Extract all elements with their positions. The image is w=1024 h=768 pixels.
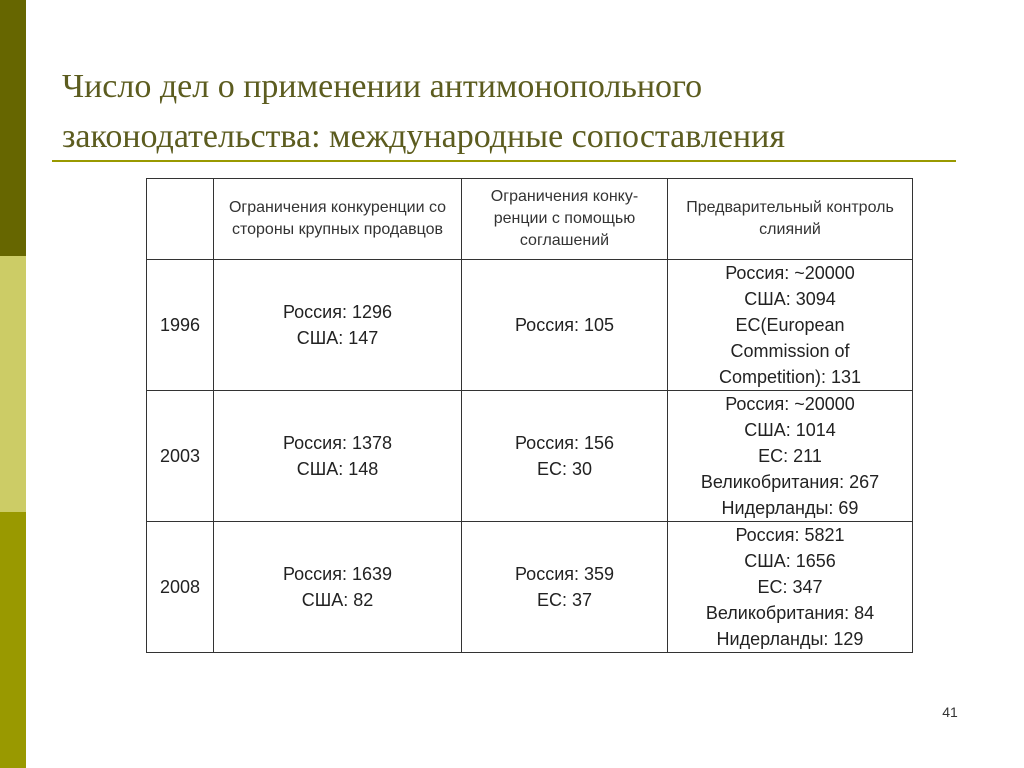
cell-line: Великобритания: 267 (700, 472, 880, 492)
mergers-cell (668, 522, 913, 653)
sellers-cell (214, 522, 462, 653)
cell-line: США: 1656 (744, 551, 836, 571)
cell-line: Нидерланды: 69 (721, 498, 859, 518)
year-cell: 2003 (147, 391, 214, 522)
agreements-cell (462, 522, 668, 653)
year-cell: 2008 (147, 522, 214, 653)
antitrust-cases-table (146, 178, 913, 653)
cell-line: ЕС: 37 (536, 590, 593, 610)
sidebar-light-segment (0, 256, 26, 512)
slide-title: Число дел о применении антимонопольного законодательства: международные сопоставления (62, 68, 785, 155)
header-cell-year (147, 179, 214, 260)
cell-line: Competition): 131 (718, 367, 862, 387)
mergers-cell (668, 391, 913, 522)
year-cell: 1996 (147, 260, 214, 391)
cell-line: Россия: 156 (514, 433, 615, 453)
cell-line: США: 82 (301, 590, 374, 610)
sellers-cell (214, 260, 462, 391)
cell-line: США: 147 (296, 328, 379, 348)
cell-line: Россия: ~20000 (725, 394, 855, 414)
slide-number: 41 (942, 704, 958, 720)
agreements-cell (462, 260, 668, 391)
agreements-cell (462, 391, 668, 522)
mergers-cell (668, 260, 913, 391)
cell-line: Россия: 1378 (282, 433, 393, 453)
sidebar-dark-segment (0, 0, 26, 256)
cell-line: Россия: 5821 (735, 525, 845, 545)
cell-line: ЕС: 211 (758, 446, 822, 466)
sellers-cell (214, 391, 462, 522)
cell-line: США: 148 (296, 459, 379, 479)
cell-line: Commission of (730, 341, 850, 361)
cell-line: Россия: 105 (514, 315, 615, 335)
cell-line: Нидерланды: 129 (716, 629, 864, 649)
header-cell-mergers: Предварительный контроль слияний (668, 179, 913, 260)
table-row (147, 260, 913, 391)
table-header-row (147, 179, 913, 260)
cell-line: ЕС(European (735, 315, 845, 335)
cell-line: Россия: 359 (514, 564, 615, 584)
table-row (147, 522, 913, 653)
table-row (147, 391, 913, 522)
cell-line: США: 1014 (744, 420, 836, 440)
cell-line: США: 3094 (744, 289, 836, 309)
header-cell-agreements: Ограничения конку-ренции с помощью соглашений (462, 179, 668, 260)
cell-line: Россия: ~20000 (725, 263, 855, 283)
cell-line: ЕС: 347 (757, 577, 823, 597)
sidebar-mid-segment (0, 512, 26, 768)
title-divider (52, 160, 956, 162)
cell-line: Великобритания: 84 (705, 603, 875, 623)
cell-line: Россия: 1639 (282, 564, 393, 584)
header-cell-sellers: Ограничения конкуренции со стороны крупных продавцов (214, 179, 462, 260)
cell-line: ЕС: 30 (536, 459, 593, 479)
cell-line: Россия: 1296 (282, 302, 393, 322)
